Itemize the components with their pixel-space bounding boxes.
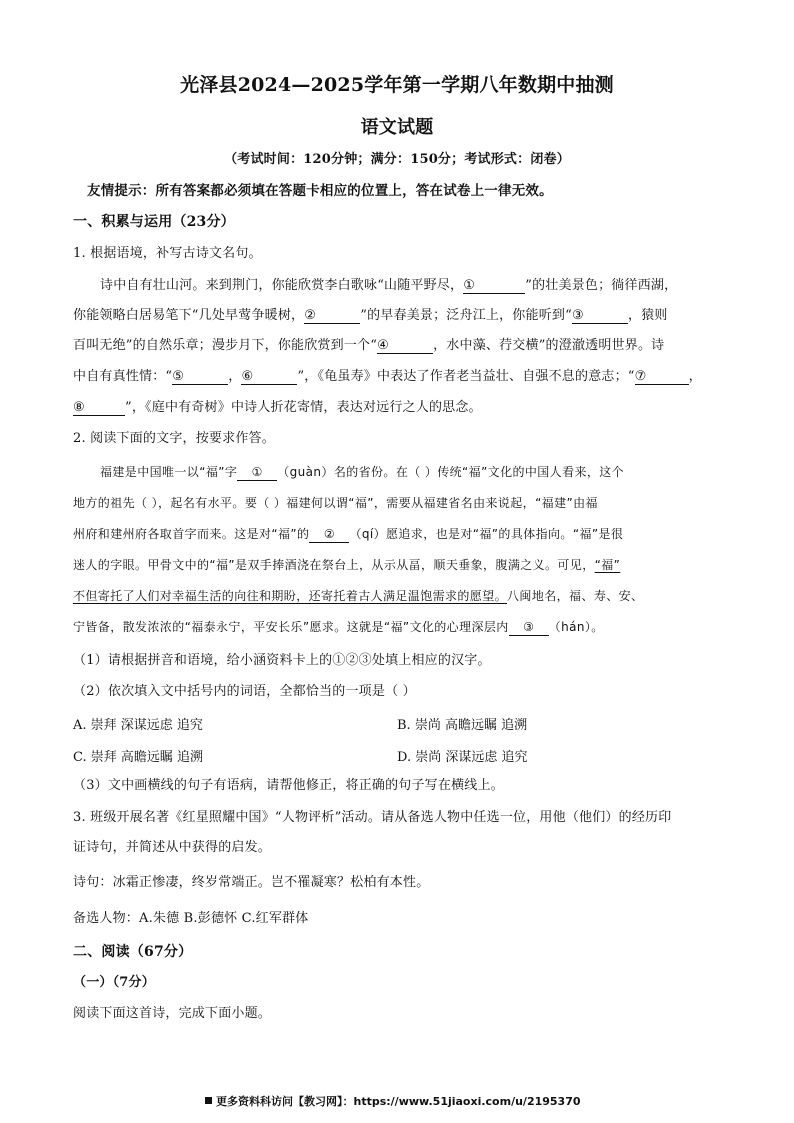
q1-blank-7[interactable]: ⑦	[635, 369, 689, 385]
q1-blank-2[interactable]: ②	[304, 308, 360, 324]
q1-text: ”，《庭中有奇树》中诗人折花寄情，表达对远行之人的思念。	[125, 400, 482, 415]
q1-text: ”的壮美景色；徜徉西湖，	[525, 278, 678, 293]
q2-passage-line3	[73, 525, 623, 543]
q1-blank-5[interactable]: ⑤	[172, 369, 228, 385]
footer-link[interactable]	[205, 1093, 581, 1109]
q2-passage-line2: 地方的祖先（ ），起名有水平。要（ ）福建何以谓“福”，需要从福建省名由来说起，“福建”由福	[73, 496, 598, 510]
q1-stem: 1. 根据语境，补写古诗文名句。	[73, 246, 262, 261]
q1-text: ，	[688, 369, 702, 384]
flag-icon	[205, 1097, 212, 1104]
exam-title: 光泽县2024—2025学年第一学期八年数期中抽测	[180, 74, 614, 96]
part2-subheading: （一）（7分）	[73, 975, 155, 990]
q1-blank-6[interactable]: ⑥	[241, 369, 297, 385]
q2-option-c[interactable]: C. 崇拜 高瞻远瞩 追溯	[73, 750, 204, 765]
q2-text: 福建是中国唯一以“福”字	[100, 465, 238, 479]
q2-passage-line4	[73, 556, 620, 574]
q1-blank-8[interactable]: ⑧	[73, 400, 125, 416]
part2-heading: 二、阅读（67分）	[73, 944, 193, 960]
q3-poem: 诗句：冰霜正惨凄，终岁常端正。岂不罹凝寒？松柏有本性。	[73, 875, 430, 890]
q2-blank-1[interactable]: ①	[237, 465, 277, 481]
q2-blank-3[interactable]: ③	[509, 620, 549, 636]
q1-paragraph-line2	[73, 307, 668, 325]
part2-instruction: 阅读下面这首诗，完成下面小题。	[73, 1006, 272, 1021]
q2-passage-line5	[73, 587, 643, 605]
q2-underlined-sentence: 不但寄托了人们对幸福生活的向往和期盼，还寄托着古人满足温饱需求的愿望。	[73, 589, 508, 603]
q1-text: ，猿则	[627, 308, 668, 323]
q1-paragraph-line4	[73, 368, 702, 386]
q2-text: 八闽地名，福、寿、安、	[507, 589, 644, 603]
q1-text: 百叫无绝”的自然乐章；漫步月下，你能欣赏到一个“	[73, 338, 378, 353]
q1-text: ，	[228, 369, 242, 384]
q2-stem: 2. 阅读下面的文字，按要求作答。	[73, 431, 275, 446]
q2-option-b[interactable]: B. 崇尚 高瞻远瞩 追溯	[397, 718, 528, 733]
q2-text: 迷人的字眼。甲骨文中的“福”是双手捧酒浇在祭台上，从示从畐，顺天垂象，腹满之义。可见，	[73, 558, 595, 572]
q1-paragraph-line3	[73, 337, 664, 355]
q1-text: 诗中自有壮山河。来到荆门，你能欣赏李白歌咏“山随平野尽，	[100, 278, 464, 293]
friendly-tip: 友情提示：所有答案都必须填在答题卡相应的位置上，答在试卷上一律无效。	[87, 183, 553, 199]
footer-text: 更多资料科访问【教习网】：https://www.51jiaoxi.com/u/2195370	[216, 1095, 581, 1108]
q2-text: （qí）愿追求，也是对“福”的具体指向。“福”是很	[349, 527, 624, 541]
q2-text: 州府和建州府各取首字而来。这是对“福”的	[73, 527, 310, 541]
q1-blank-4[interactable]: ④	[377, 338, 433, 354]
q2-blank-2[interactable]: ②	[309, 527, 349, 543]
q1-text: ”的早春美景；泛舟江上，你能听到“	[360, 308, 572, 323]
q1-text: 你能领略白居易笔下“几处早莺争暖树，	[73, 308, 305, 323]
q1-paragraph-line1	[100, 277, 677, 295]
q1-paragraph-line5	[73, 399, 482, 417]
q2-option-a[interactable]: A. 崇拜 深谋远虑 追究	[73, 718, 203, 733]
q2-sub2: （2）依次填入文中括号内的词语，全都恰当的一项是（ ）	[73, 684, 416, 699]
q2-text: （guàn）名的省份。在（ ）传统“福”文化的中国人看来，这个	[277, 465, 625, 479]
exam-subtitle: 语文试题	[360, 117, 434, 138]
q1-blank-3[interactable]: ③	[572, 308, 628, 324]
part1-heading: 一、积累与运用（23分）	[73, 214, 235, 230]
q1-text: ，水中藻、荇交横”的澄澈透明世界。诗	[433, 338, 665, 353]
q2-sub1: （1）请根据拼音和语境，给小涵资料卡上的①②③处填上相应的汉字。	[73, 653, 491, 668]
q1-blank-1[interactable]: ①	[463, 278, 525, 294]
q2-sub3: （3）文中画横线的句子有语病，请帮他修正，将正确的句子写在横线上。	[73, 778, 504, 793]
q3-stem-line1: 3. 班级开展名著《红星照耀中国》“人物评析”活动。请从备选人物中任选一位，用他（他们）的经历印	[73, 810, 672, 825]
q2-underlined-sentence: “福”	[594, 558, 621, 572]
q3-stem-line2: 证诗句，并简述从中获得的启发。	[73, 840, 272, 855]
q2-option-d[interactable]: D. 崇尚 深谋远虑 追究	[397, 750, 528, 765]
exam-info: （考试时间：120分钟；满分：150分；考试形式：闭卷）	[224, 152, 570, 167]
q1-text: 中自有真性情：“	[73, 369, 173, 384]
q3-people: 备选人物：A.朱德 B.彭德怀 C.红军群体	[73, 911, 309, 926]
q2-passage-line1	[100, 463, 624, 481]
q2-text: （hán）。	[548, 620, 604, 634]
q1-text: ”，《龟虽寿》中表达了作者老当益壮、自强不息的意志；“	[297, 369, 635, 384]
q2-text: 宁皆备，散发浓浓的“福泰永宁，平安长乐”愿求。这就是“福”文化的心理深层内	[73, 620, 509, 634]
q2-passage-line6	[73, 618, 604, 636]
